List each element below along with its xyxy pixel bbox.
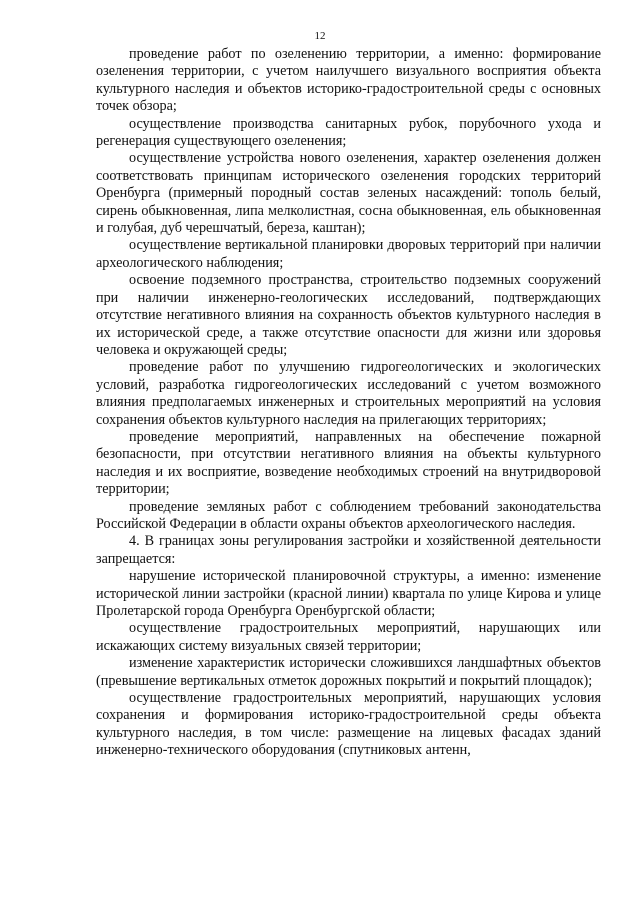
paragraph: проведение работ по озеленению территории, а именно: формирование озеленения территории, с учетом наилучшего визуального восприятия объекта культурного наследия и объектов историко-градостроительной среды с основных точек обзора; bbox=[96, 46, 601, 115]
paragraph: осуществление градостроительных мероприятий, нарушающих условия сохранения и формирования историко-градостроительной среды объекта культурного наследия, в том числе: размещение на лицевых фасадах зданий инженерно-технического оборудования (спутниковых антенн, bbox=[96, 690, 601, 759]
document-body bbox=[96, 46, 601, 760]
page-number: 12 bbox=[314, 30, 326, 42]
paragraph: изменение характеристик исторически сложившихся ландшафтных объектов (превышение вертикальных отметок дорожных покрытий и покрытий площадок); bbox=[96, 655, 601, 689]
paragraph: нарушение исторической планировочной структуры, а именно: изменение исторической линии застройки (красной линии) квартала по улице Кирова и улице Пролетарской города Оренбурга Оренбургской области; bbox=[96, 568, 601, 619]
paragraph: проведение мероприятий, направленных на обеспечение пожарной безопасности, при отсутствии негативного влияния на объекты культурного наследия и их восприятие, возведение необходимых строений на внутридворовой территории; bbox=[96, 428, 601, 498]
paragraph: осуществление производства санитарных рубок, порубочного ухода и регенерация существующего озеленения; bbox=[96, 115, 601, 150]
paragraph: проведение работ по улучшению гидрогеологических и экологических условий, разработка гидрогеологических исследований с учетом возможного влияния предполагаемых инженерных и строительных мероприятий на условия сохранения объектов культурного наследия на прилегающих территориях; bbox=[96, 359, 601, 428]
paragraph: осуществление вертикальной планировки дворовых территорий при наличии археологического наблюдения; bbox=[96, 237, 601, 271]
paragraph: осуществление градостроительных мероприятий, нарушающих или искажающих систему визуальных связей территории; bbox=[96, 620, 601, 654]
paragraph: проведение земляных работ с соблюдением требований законодательства Российской Федерации в области охраны объектов археологического наследия. bbox=[96, 498, 601, 532]
paragraph: освоение подземного пространства, строительство подземных сооружений при наличии инженерно-геологических исследований, подтверждающих отсутствие негативного влияния на сохранность объектов культурного наследия в их исторической среде, а также отсутствие опасности для жизни или здоровья человека и окружающей среды; bbox=[96, 272, 601, 358]
section-4-heading: 4. В границах зоны регулирования застройки и хозяйственной деятельности запрещается: bbox=[96, 533, 601, 567]
paragraph: осуществление устройства нового озеленения, характер озеленения должен соответствовать принципам исторического озеленения городских территорий Оренбурга (примерный породный состав зеленых насаждений: тополь белый, сирень обыкновенная, липа мелколистная, сосна обыкновенная, ель обыкновенная и голубая, дуб черешчатый, береза, каштан); bbox=[96, 150, 601, 237]
